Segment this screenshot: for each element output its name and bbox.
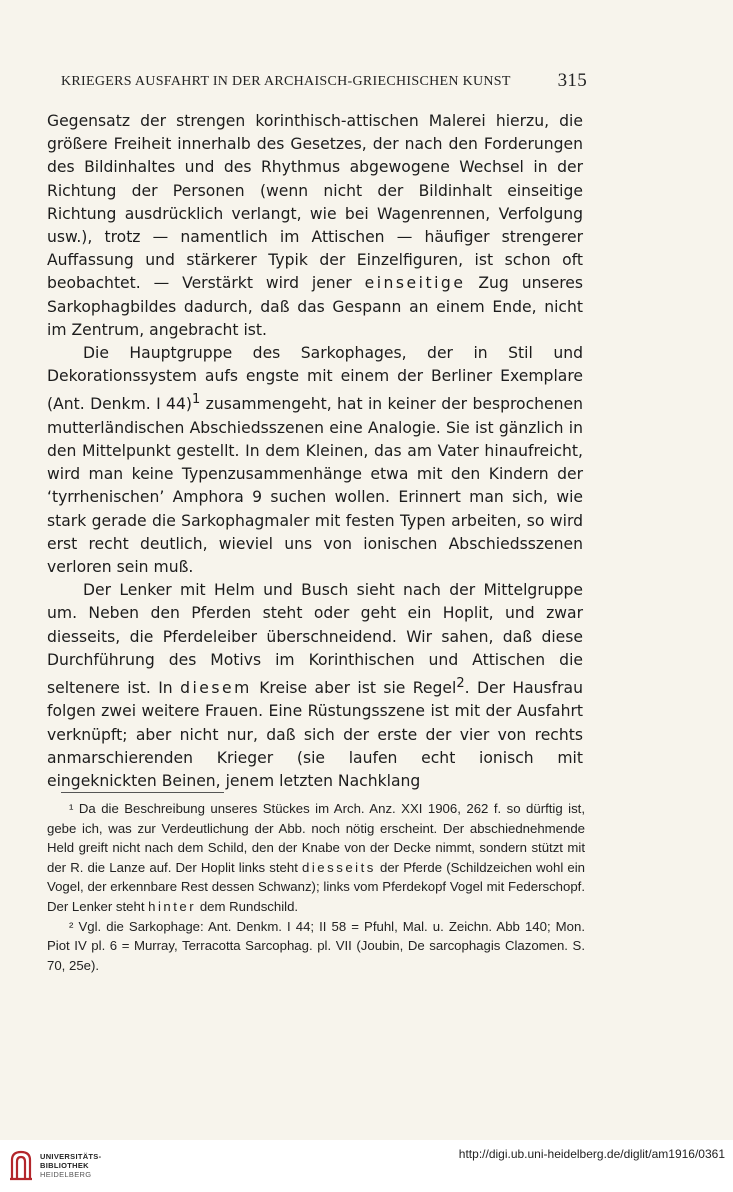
paragraph-1-emphasis: einseitige [364, 274, 466, 293]
running-header [47, 72, 587, 96]
library-name [40, 1152, 101, 1179]
footnote-1 [47, 799, 585, 917]
permalink-url[interactable]: http://digi.ub.uni-heidelberg.de/diglit/am1916/0361 [458, 1147, 725, 1161]
paragraph-1-end: Zug unseres Sarkophagbildes dadurch, daß das Gespann an einem Ende, nicht im Zentrum, angebracht ist. [47, 274, 584, 339]
footnote-1-text-c: dem Rundschild. [199, 898, 299, 914]
paragraph-2-text-a: Die Hauptgruppe des Sarkophages, der in Stil und Dekorationssystem aufs engste mit einem der Berliner Exemplare (Ant. Denkm. I 44) [47, 344, 583, 414]
footnote-1-emphasis-1: diesseits [302, 859, 376, 875]
paragraph-3-emphasis: diesem [180, 679, 252, 698]
footnote-divider [61, 792, 224, 793]
body-text [47, 110, 583, 793]
paragraph-2 [47, 342, 583, 579]
university-logo-icon[interactable] [8, 1148, 34, 1182]
library-name-line-2: BIBLIOTHEK [40, 1161, 89, 1170]
paragraph-1-text: Gegensatz der strengen korinthisch-attischen Malerei hierzu, die größere Freiheit innerhalb des Gesetzes, der nach den Forderungen des Bildinhaltes und des Rhythmus abgewogene Wechsel in der Richtung der Personen (wenn nicht der Bildinhalt einseitige Richtung ausdrücklich verlangt, wie bei Wagenrennen, Verfolgung usw.), trotz — namentlich im Attischen — häufiger strengerer Auffassung und stärkerer Typik der Einzelfiguren, ist schon oft beobachtet. — Verstärkt wird jener [47, 112, 583, 293]
paragraph-3 [47, 579, 583, 793]
footnote-ref-1[interactable]: 1 [191, 392, 201, 408]
paragraph-1 [47, 110, 583, 342]
paragraph-2-text-b: zusammengeht, hat in keiner der besprochenen mutterländischen Abschiedsszenen eine Analogie. Sie ist gänzlich in den Mittelpunkt gestellt. In dem Kleinen, das am Vater hinaufreicht, wird man keine Typenzusammenhänge etwa mit den Kindern der ‘tyrrhenischen’ Amphora 9 suchen wollen. Erinnert man sich, wie stark gerade die Sarkophagmaler mit festen Typen arbeiten, so wird erst recht deutlich, wieviel uns von ionischen Abschiedsszenen verloren sein muß. [47, 395, 583, 577]
library-name-line-1: UNIVERSITÄTS- [40, 1152, 102, 1161]
footnote-1-text-a: ¹ Da die Beschreibung unseres Stückes im Arch. Anz. XXI 1906, 262 f. so dürftig ist, gebe ich, was zur Verdeutlichung der Abb. noch nötig erscheint. Der abschiednehmende Held greift nicht nach dem Schild, den der Knabe von der Decke nimmt, sondern stützt mit der R. die Lanze auf. Der Hoplit links steht [47, 801, 585, 875]
page-number: 315 [557, 70, 587, 91]
running-title: KRIEGERS AUSFAHRT IN DER ARCHAISCH-GRIECHISCHEN KUNST [61, 74, 511, 89]
footnote-1-emphasis-2: hinter [148, 898, 197, 914]
footnote-1-text-b: der Pferde (Schildzeichen wohl ein Vogel, der erkennbare Rest dessen Schwanz); links vom Pferdekopf Vogel mit Federschopf. Der Lenker steht [47, 859, 585, 914]
paragraph-3-text-c: . Der Hausfrau folgen zwei weitere Frauen. Eine Rüstungsszene ist mit der Ausfahrt verknüpft; aber nicht nur, daß sich der erste der vier von rechts anmarschierenden Krieger (sie laufen echt ionisch mit eingeknickten Beinen, jenem letzten Nachklang [47, 679, 583, 791]
paragraph-3-text-a: Der Lenker mit Helm und Busch sieht nach der Mittelgruppe um. Neben den Pferden steht oder geht ein Hoplit, und zwar diesseits, die Pferdeleiber überschneidend. Wir sahen, daß diese Durchführung des Motivs im Korinthischen und Attischen die seltenere ist. In [47, 581, 583, 698]
footnotes [47, 799, 585, 975]
paragraph-3-text-b: Kreise aber ist sie Regel [259, 679, 457, 698]
footnote-2: ² Vgl. die Sarkophage: Ant. Denkm. I 44; II 58 = Pfuhl, Mal. u. Zeichn. Abb 140; Mon. Piot IV pl. 6 = Murray, Terracotta Sarcophag. pl. VII (Joubin, De sarcophagis Clazomen. S. 70, 25e). [47, 918, 585, 973]
library-name-line-3: HEIDELBERG [40, 1170, 92, 1179]
footnote-ref-2[interactable]: 2 [456, 676, 465, 692]
